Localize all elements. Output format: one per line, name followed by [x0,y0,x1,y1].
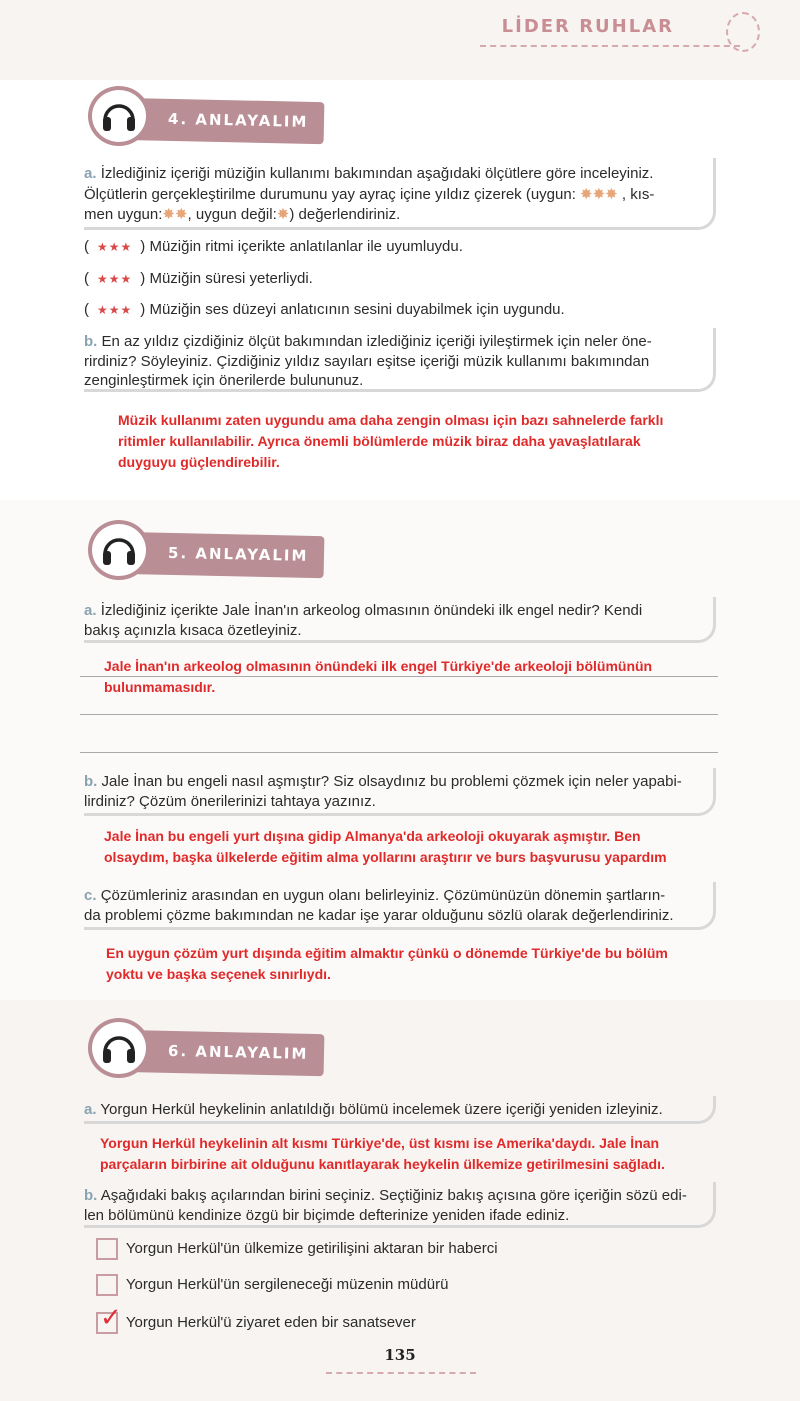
question-b-line2: len bölümünü kendinize özgü bir biçimde defterinize yeniden ifade ediniz. [84,1207,570,1224]
page-header [0,0,800,80]
rating-stars: ★★★ [97,240,133,254]
answer-line [80,714,718,715]
answer-line [80,752,718,753]
option-row[interactable] [96,1238,498,1260]
rating-row: ( ★★★ ) Müziğin ritmi içerikte anlatılanlar ile uyumluydu. [84,238,463,255]
answer-5a-line2: bulunmamasıdır. [104,679,216,695]
question-a-letter: a. [84,165,97,182]
question-a-letter: a. [84,1101,97,1118]
question-b-line1: En az yıldız çizdiğiniz ölçüt bakımından izlediğiniz içeriği iyileştirmek için neler öne- [101,333,652,350]
option-label: Yorgun Herkül'ün sergileneceği müzenin müdürü [125,1276,449,1293]
header-loop-decoration [726,12,760,52]
answer-5c-line1: En uygun çözüm yurt dışında eğitim almaktır çünkü o dönemde Türkiye'de bu bölüm [106,945,668,961]
section-6-badge [88,1018,324,1078]
section-4-badge [88,86,324,146]
rating-row: ( ★★★ ) Müziğin ses düzeyi anlatıcının sesini duyabilmek için uygundu. [84,301,565,318]
option-checkbox[interactable] [96,1238,118,1260]
section-5-title: 5. ANLAYALIM [167,543,309,565]
answer-5c-line2: yoktu ve başka seçenek sınırlıydı. [106,966,331,982]
question-c-line2: da problemi çözme bakımından ne kadar işe yarar olduğunu sözlü olarak değerlendiriniz. [84,907,674,924]
question-a-line1: İzlediğiniz içerikte Jale İnan'ın arkeolog olmasının önündeki ilk engel nedir? Kendi [100,602,643,619]
option-checkbox[interactable] [96,1274,118,1296]
question-b-line1: Aşağıdaki bakış açılarından birini seçiniz. Seçtiğiniz bakış açısına göre içeriğin sözü edi- [100,1187,687,1204]
rating-text: ) Müziğin ritmi içerikte anlatılanlar ile uyumluydu. [140,238,463,255]
section-4-title: 4. ANLAYALIM [167,109,309,131]
answer-6a-line1: Yorgun Herkül heykelinin alt kısmı Türkiye'de, üst kısmı ise Amerika'daydı. Jale İnan [100,1135,660,1151]
section-5-badge [88,520,324,580]
answer-5b-line1: Jale İnan bu engeli yurt dışına gidip Almanya'da arkeoloji okuyarak aşmıştır. Ben [104,828,641,844]
headphones-icon [88,520,150,580]
question-a-line3: men uygun: [84,206,163,223]
answer-4b-line1: Müzik kullanımı zaten uygundu ama daha zengin olması için bazı sahnelerde farklı [118,412,664,428]
question-a-line3-mid: , uygun değil: [187,206,277,223]
star-icon: ✸✸ [162,206,188,223]
checkmark-icon: ✓ [100,1302,122,1333]
section-6-title: 6. ANLAYALIM [167,1041,309,1063]
option-row[interactable] [96,1274,448,1296]
answer-5b-line2: olsaydım, başka ülkelerde eğitim alma yollarını araştırır ve burs başvurusu yapardım [104,849,667,865]
rating-stars: ★★★ [97,303,133,317]
option-label: Yorgun Herkül'ü ziyaret eden bir sanatsever [125,1314,416,1331]
rating-stars: ★★★ [97,272,133,286]
option-checkbox-checked[interactable] [96,1302,122,1334]
footer-dashed-line [326,1372,476,1374]
rating-row: ( ★★★ ) Müziğin süresi yeterliydi. [84,270,313,287]
headphones-icon [88,1018,150,1078]
question-a-line2: Ölçütlerin gerçekleştirilme durumunu yay ayraç içine yıldız çizerek (uygun: [84,186,576,203]
rating-text: ) Müziğin ses düzeyi anlatıcının sesini duyabilmek için uygundu. [140,301,565,318]
rating-text: ) Müziğin süresi yeterliydi. [140,270,313,287]
headphones-icon [88,86,150,146]
question-c-letter: c. [84,887,97,904]
question-b-line1: Jale İnan bu engeli nasıl aşmıştır? Siz olsaydınız bu problemi çözmek için neler yapabi- [101,773,682,790]
question-a-line2: bakış açınızla kısaca özetleyiniz. [84,622,302,639]
page-number: 135 [384,1346,416,1364]
answer-4b-line2: ritimler kullanılabilir. Ayrıca önemli bölümlerde müzik biraz daha yavaşlatılarak [118,433,641,449]
answer-6a-line2: parçaların birbirine ait olduğunu kanıtlayarak heykelin ülkemize getirilmesini sağladı. [100,1156,665,1172]
question-a-line2-end: , kıs- [621,186,655,203]
question-b-letter: b. [84,333,98,350]
answer-5a-line1: Jale İnan'ın arkeolog olmasının önündeki ilk engel Türkiye'de arkeoloji bölümünün [104,658,653,674]
brand-title: LİDER RUHLAR [501,16,674,37]
question-a-line1: İzlediğiniz içeriği müziğin kullanımı bakımından aşağıdaki ölçütlere göre inceleyiniz. [100,165,654,182]
question-b-letter: b. [84,773,98,790]
question-a-letter: a. [84,602,97,619]
question-b-line2: lirdiniz? Çözüm önerilerinizi tahtaya yazınız. [84,793,376,810]
question-b-line3: zenginleştirmek için önerilerde bulununuz. [84,372,364,389]
header-dashed-line [480,45,740,47]
answer-4b-line3: duyguyu güçlendirebilir. [118,454,280,470]
star-icon: ✸ [276,206,290,223]
star-icon: ✸✸✸ [580,186,618,203]
option-row[interactable] [96,1302,416,1334]
option-label: Yorgun Herkül'ün ülkemize getirilişini aktaran bir haberci [125,1240,498,1257]
question-c-line1: Çözümleriniz arasından en uygun olanı belirleyiniz. Çözümünüzün dönemin şartların- [100,887,666,904]
question-b-line2: rirdiniz? Söyleyiniz. Çizdiğiniz yıldız sayıları eşitse içeriği müzik kullanımı bakımından [84,353,650,370]
question-b-letter: b. [84,1187,98,1204]
question-a-line1: Yorgun Herkül heykelinin anlatıldığı bölümü incelemek üzere içeriği yeniden izleyiniz. [100,1101,663,1118]
question-a-line3-end: ) değerlendiriniz. [289,206,401,223]
